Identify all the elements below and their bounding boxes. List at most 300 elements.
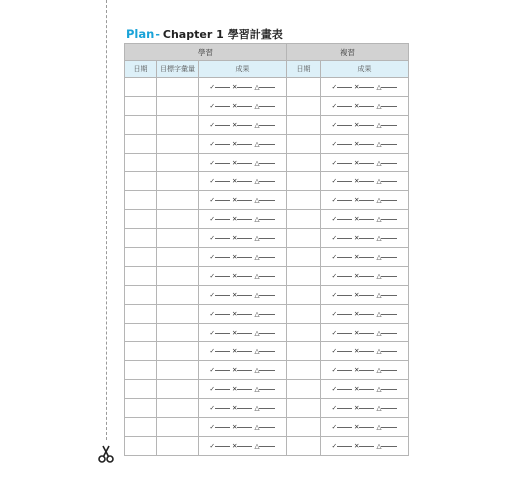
cross-mark: ✕ (232, 347, 238, 356)
title-plan: Plan (126, 27, 155, 41)
cross-mark: ✕ (354, 139, 360, 148)
cross-mark: ✕ (354, 101, 360, 110)
blank-line (215, 350, 230, 352)
review-result-cell[interactable] (321, 436, 409, 455)
table-row (125, 153, 409, 172)
check-mark: ✓ (331, 215, 338, 224)
blank-line (381, 313, 397, 315)
table-row (125, 342, 409, 361)
triangle-mark: △ (376, 347, 382, 356)
review-result-cell[interactable] (321, 229, 409, 248)
triangle-mark: △ (254, 422, 260, 431)
date-cell[interactable] (125, 115, 157, 134)
blank-line (237, 426, 252, 428)
check-mark: ✓ (209, 385, 215, 394)
cross-mark: ✕ (354, 271, 360, 280)
triangle-mark: △ (376, 158, 382, 167)
result-cell[interactable] (199, 266, 287, 285)
date-cell[interactable] (125, 361, 157, 380)
review-result-cell[interactable] (321, 210, 409, 229)
blank-line (359, 218, 374, 220)
cross-mark: ✕ (232, 404, 238, 413)
study-plan-table (124, 43, 409, 456)
date-cell[interactable] (125, 436, 157, 455)
cross-mark: ✕ (354, 196, 360, 205)
result-cell[interactable] (199, 229, 287, 248)
table-row (125, 115, 409, 134)
cross-mark: ✕ (232, 252, 238, 261)
cross-mark: ✕ (232, 290, 238, 299)
date-cell[interactable] (125, 248, 157, 267)
blank-line (215, 237, 230, 239)
table-row (125, 380, 409, 399)
cross-mark: ✕ (232, 271, 238, 280)
check-mark: ✓ (209, 215, 215, 224)
check-mark: ✓ (331, 82, 338, 91)
check-mark: ✓ (331, 404, 338, 413)
review-result-cell[interactable] (321, 399, 409, 418)
target-words-cell[interactable] (157, 229, 199, 248)
blank-line (237, 105, 252, 107)
review-result-cell[interactable] (321, 418, 409, 437)
check-mark: ✓ (209, 139, 215, 148)
review-result-cell[interactable] (321, 153, 409, 172)
triangle-mark: △ (254, 158, 260, 167)
blank-line (237, 237, 252, 239)
review-result-cell[interactable] (321, 115, 409, 134)
blank-line (237, 445, 252, 447)
check-mark: ✓ (209, 309, 215, 318)
review-result-cell[interactable] (321, 191, 409, 210)
blank-line (237, 369, 252, 371)
blank-line (215, 143, 230, 145)
date-cell[interactable] (125, 323, 157, 342)
cross-mark: ✕ (232, 234, 238, 243)
blank-line (337, 256, 352, 258)
result-cell[interactable] (199, 399, 287, 418)
target-words-cell[interactable] (157, 436, 199, 455)
review-date-cell[interactable] (287, 172, 321, 191)
blank-line (237, 275, 252, 277)
blank-line (215, 313, 230, 315)
review-date-cell[interactable] (287, 266, 321, 285)
review-date-cell[interactable] (287, 399, 321, 418)
triangle-mark: △ (376, 404, 382, 413)
table-row (125, 172, 409, 191)
blank-line (259, 199, 275, 201)
date-cell[interactable] (125, 78, 157, 97)
blank-line (259, 105, 275, 107)
review-date-cell[interactable] (287, 361, 321, 380)
review-date-cell[interactable] (287, 229, 321, 248)
cross-mark: ✕ (354, 82, 360, 91)
target-words-cell[interactable] (157, 304, 199, 323)
date-cell[interactable] (125, 304, 157, 323)
blank-line (359, 275, 374, 277)
result-cell[interactable] (199, 380, 287, 399)
review-date-cell[interactable] (287, 342, 321, 361)
cross-mark: ✕ (354, 120, 360, 129)
blank-line (381, 445, 397, 447)
blank-line (215, 426, 230, 428)
blank-line (381, 218, 397, 220)
page-title (126, 26, 283, 42)
date-cell[interactable] (125, 229, 157, 248)
title-chapter: Chapter 1 (162, 27, 224, 41)
result-cell[interactable] (199, 115, 287, 134)
result-cell[interactable] (199, 248, 287, 267)
triangle-mark: △ (254, 234, 260, 243)
blank-line (215, 445, 230, 447)
blank-line (337, 369, 352, 371)
check-mark: ✓ (331, 290, 338, 299)
table-row (125, 78, 409, 97)
blank-line (259, 407, 275, 409)
triangle-mark: △ (254, 177, 260, 186)
column-header-review-date: 日期 (287, 61, 321, 78)
blank-line (259, 332, 275, 334)
review-result-cell[interactable] (321, 134, 409, 153)
group-header-study: 學習 (125, 44, 287, 61)
check-mark: ✓ (331, 347, 338, 356)
blank-line (259, 124, 275, 126)
result-cell[interactable] (199, 418, 287, 437)
blank-line (337, 313, 352, 315)
review-result-cell[interactable] (321, 78, 409, 97)
result-cell[interactable] (199, 436, 287, 455)
blank-line (237, 332, 252, 334)
blank-line (337, 388, 352, 390)
blank-line (359, 124, 374, 126)
blank-line (359, 350, 374, 352)
blank-line (237, 180, 252, 182)
title-text: 學習計畫表 (227, 28, 283, 41)
review-date-cell[interactable] (287, 248, 321, 267)
triangle-mark: △ (376, 271, 382, 280)
target-words-cell[interactable] (157, 115, 199, 134)
blank-line (381, 369, 397, 371)
column-header-result: 成果 (199, 61, 287, 78)
result-cell[interactable] (199, 304, 287, 323)
target-words-cell[interactable] (157, 210, 199, 229)
review-date-cell[interactable] (287, 285, 321, 304)
blank-line (359, 313, 374, 315)
blank-line (215, 294, 230, 296)
cross-mark: ✕ (232, 328, 238, 337)
blank-line (359, 426, 374, 428)
cross-mark: ✕ (232, 101, 238, 110)
review-date-cell[interactable] (287, 115, 321, 134)
cross-mark: ✕ (232, 366, 238, 375)
check-mark: ✓ (209, 252, 215, 261)
blank-line (337, 237, 352, 239)
cross-mark: ✕ (354, 328, 360, 337)
target-words-cell[interactable] (157, 78, 199, 97)
check-mark: ✓ (331, 385, 338, 394)
review-date-cell[interactable] (287, 418, 321, 437)
cross-mark: ✕ (354, 215, 360, 224)
result-cell[interactable] (199, 191, 287, 210)
review-result-cell[interactable] (321, 96, 409, 115)
result-cell[interactable] (199, 134, 287, 153)
target-words-cell[interactable] (157, 96, 199, 115)
review-result-cell[interactable] (321, 285, 409, 304)
blank-line (337, 407, 352, 409)
blank-line (259, 369, 275, 371)
blank-line (337, 445, 352, 447)
blank-line (237, 388, 252, 390)
check-mark: ✓ (209, 328, 215, 337)
triangle-mark: △ (376, 441, 382, 450)
review-result-cell[interactable] (321, 380, 409, 399)
cross-mark: ✕ (232, 441, 238, 450)
blank-line (381, 143, 397, 145)
blank-line (381, 256, 397, 258)
blank-line (215, 407, 230, 409)
cross-mark: ✕ (354, 347, 360, 356)
blank-line (215, 105, 230, 107)
check-mark: ✓ (209, 347, 215, 356)
target-words-cell[interactable] (157, 191, 199, 210)
result-cell[interactable] (199, 153, 287, 172)
blank-line (259, 313, 275, 315)
date-cell[interactable] (125, 285, 157, 304)
date-cell[interactable] (125, 153, 157, 172)
blank-line (381, 124, 397, 126)
table-row (125, 266, 409, 285)
cross-mark: ✕ (354, 290, 360, 299)
target-words-cell[interactable] (157, 285, 199, 304)
target-words-cell[interactable] (157, 153, 199, 172)
result-cell[interactable] (199, 342, 287, 361)
review-date-cell[interactable] (287, 153, 321, 172)
target-words-cell[interactable] (157, 323, 199, 342)
review-date-cell[interactable] (287, 78, 321, 97)
table-row (125, 96, 409, 115)
blank-line (215, 124, 230, 126)
blank-line (337, 124, 352, 126)
check-mark: ✓ (209, 177, 215, 186)
target-words-cell[interactable] (157, 172, 199, 191)
review-date-cell[interactable] (287, 191, 321, 210)
cross-mark: ✕ (354, 366, 360, 375)
check-mark: ✓ (331, 234, 338, 243)
blank-line (259, 218, 275, 220)
cross-mark: ✕ (354, 234, 360, 243)
review-result-cell[interactable] (321, 361, 409, 380)
review-date-cell[interactable] (287, 96, 321, 115)
check-mark: ✓ (331, 441, 338, 450)
blank-line (215, 199, 230, 201)
check-mark: ✓ (331, 177, 338, 186)
check-mark: ✓ (331, 422, 338, 431)
check-mark: ✓ (331, 139, 338, 148)
triangle-mark: △ (254, 385, 260, 394)
review-date-cell[interactable] (287, 134, 321, 153)
triangle-mark: △ (376, 196, 382, 205)
cross-mark: ✕ (232, 422, 238, 431)
result-cell[interactable] (199, 96, 287, 115)
review-result-cell[interactable] (321, 266, 409, 285)
triangle-mark: △ (254, 404, 260, 413)
target-words-cell[interactable] (157, 248, 199, 267)
blank-line (259, 162, 275, 164)
date-cell[interactable] (125, 399, 157, 418)
group-header-review: 複習 (287, 44, 409, 61)
target-words-cell[interactable] (157, 342, 199, 361)
review-result-cell[interactable] (321, 323, 409, 342)
blank-line (381, 275, 397, 277)
table-row (125, 248, 409, 267)
triangle-mark: △ (254, 215, 260, 224)
blank-line (381, 332, 397, 334)
blank-line (237, 199, 252, 201)
blank-line (359, 237, 374, 239)
triangle-mark: △ (254, 347, 260, 356)
blank-line (381, 237, 397, 239)
table-row (125, 134, 409, 153)
blank-line (359, 180, 374, 182)
blank-line (259, 180, 275, 182)
check-mark: ✓ (209, 271, 215, 280)
triangle-mark: △ (376, 366, 382, 375)
cross-mark: ✕ (232, 385, 238, 394)
blank-line (359, 294, 374, 296)
date-cell[interactable] (125, 210, 157, 229)
triangle-mark: △ (376, 82, 382, 91)
cut-line (106, 0, 107, 440)
check-mark: ✓ (331, 158, 338, 167)
check-mark: ✓ (209, 404, 215, 413)
check-mark: ✓ (209, 366, 215, 375)
blank-line (337, 143, 352, 145)
blank-line (237, 313, 252, 315)
review-result-cell[interactable] (321, 248, 409, 267)
check-mark: ✓ (331, 101, 338, 110)
result-cell[interactable] (199, 210, 287, 229)
triangle-mark: △ (376, 215, 382, 224)
blank-line (359, 162, 374, 164)
blank-line (381, 388, 397, 390)
review-result-cell[interactable] (321, 172, 409, 191)
result-cell[interactable] (199, 78, 287, 97)
blank-line (337, 180, 352, 182)
blank-line (359, 199, 374, 201)
check-mark: ✓ (209, 290, 215, 299)
review-date-cell[interactable] (287, 380, 321, 399)
triangle-mark: △ (376, 101, 382, 110)
cross-mark: ✕ (232, 177, 238, 186)
blank-line (259, 256, 275, 258)
cross-mark: ✕ (354, 177, 360, 186)
triangle-mark: △ (376, 328, 382, 337)
review-result-cell[interactable] (321, 342, 409, 361)
date-cell[interactable] (125, 96, 157, 115)
triangle-mark: △ (254, 252, 260, 261)
blank-line (359, 86, 374, 88)
target-words-cell[interactable] (157, 380, 199, 399)
cross-mark: ✕ (232, 82, 238, 91)
table-row (125, 361, 409, 380)
blank-line (215, 369, 230, 371)
target-words-cell[interactable] (157, 266, 199, 285)
blank-line (337, 199, 352, 201)
check-mark: ✓ (331, 271, 338, 280)
blank-line (337, 105, 352, 107)
triangle-mark: △ (254, 290, 260, 299)
date-cell[interactable] (125, 380, 157, 399)
target-words-cell[interactable] (157, 361, 199, 380)
cross-mark: ✕ (232, 309, 238, 318)
target-words-cell[interactable] (157, 134, 199, 153)
review-result-cell[interactable] (321, 304, 409, 323)
review-date-cell[interactable] (287, 436, 321, 455)
cross-mark: ✕ (354, 158, 360, 167)
table-row (125, 229, 409, 248)
cross-mark: ✕ (354, 441, 360, 450)
triangle-mark: △ (254, 101, 260, 110)
check-mark: ✓ (209, 441, 215, 450)
triangle-mark: △ (254, 82, 260, 91)
table-row (125, 418, 409, 437)
cross-mark: ✕ (354, 404, 360, 413)
blank-line (337, 275, 352, 277)
blank-line (215, 275, 230, 277)
review-date-cell[interactable] (287, 304, 321, 323)
triangle-mark: △ (254, 271, 260, 280)
blank-line (215, 180, 230, 182)
cross-mark: ✕ (354, 252, 360, 261)
check-mark: ✓ (331, 309, 338, 318)
blank-line (237, 143, 252, 145)
blank-line (359, 143, 374, 145)
cross-mark: ✕ (232, 139, 238, 148)
blank-line (359, 388, 374, 390)
date-cell[interactable] (125, 342, 157, 361)
date-cell[interactable] (125, 172, 157, 191)
blank-line (237, 86, 252, 88)
blank-line (337, 332, 352, 334)
triangle-mark: △ (376, 385, 382, 394)
triangle-mark: △ (254, 120, 260, 129)
review-date-cell[interactable] (287, 210, 321, 229)
blank-line (215, 86, 230, 88)
date-cell[interactable] (125, 266, 157, 285)
triangle-mark: △ (376, 252, 382, 261)
triangle-mark: △ (376, 177, 382, 186)
blank-line (237, 407, 252, 409)
blank-line (259, 388, 275, 390)
blank-line (381, 294, 397, 296)
blank-line (381, 86, 397, 88)
result-cell[interactable] (199, 323, 287, 342)
check-mark: ✓ (331, 120, 338, 129)
target-words-cell[interactable] (157, 399, 199, 418)
date-cell[interactable] (125, 134, 157, 153)
blank-line (359, 332, 374, 334)
target-words-cell[interactable] (157, 418, 199, 437)
check-mark: ✓ (209, 82, 215, 91)
result-cell[interactable] (199, 285, 287, 304)
blank-line (381, 180, 397, 182)
result-cell[interactable] (199, 361, 287, 380)
date-cell[interactable] (125, 418, 157, 437)
blank-line (359, 105, 374, 107)
result-cell[interactable] (199, 172, 287, 191)
review-date-cell[interactable] (287, 323, 321, 342)
date-cell[interactable] (125, 191, 157, 210)
check-mark: ✓ (209, 422, 215, 431)
